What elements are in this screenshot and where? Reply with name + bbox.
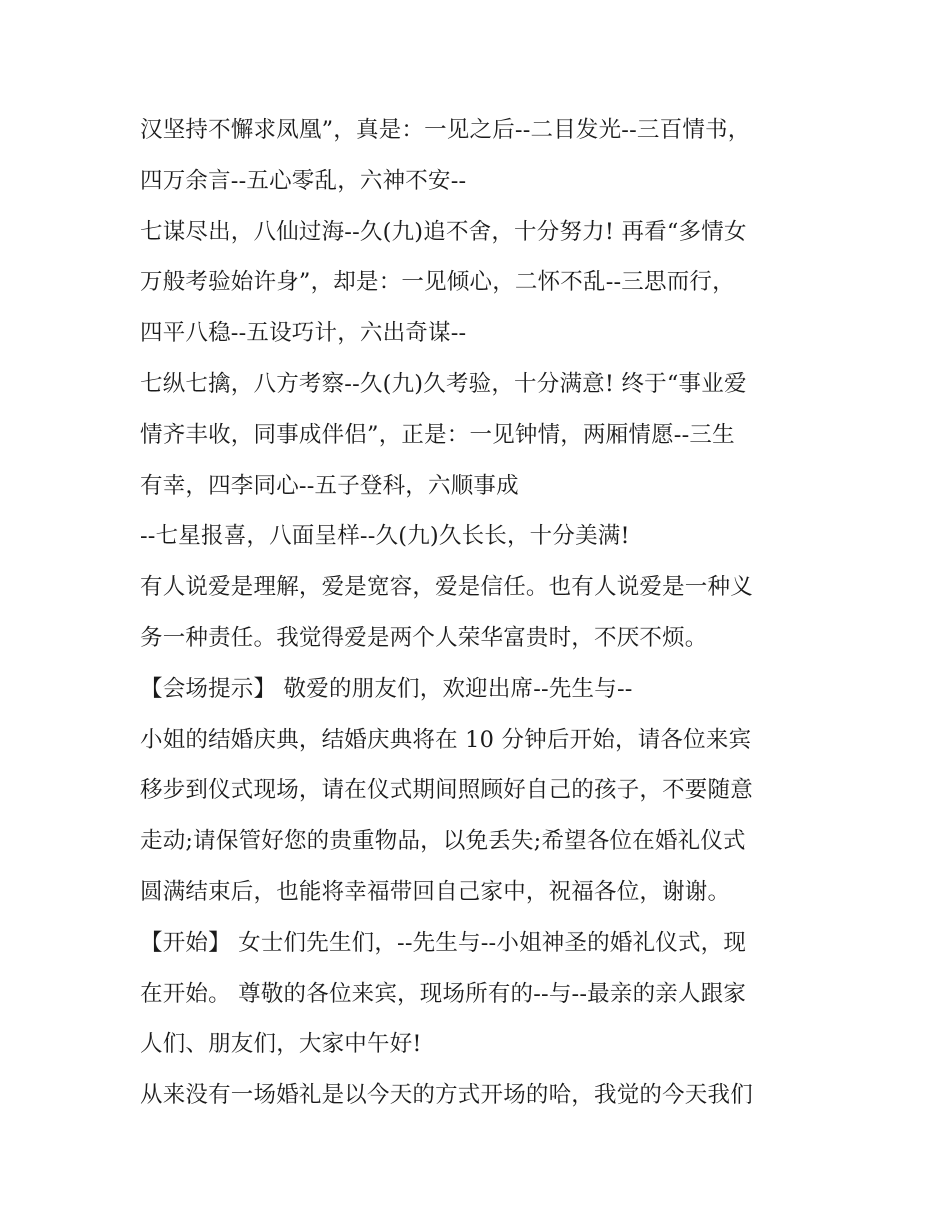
text-line: 四万余言--五心零乱，六神不安-- <box>140 167 467 194</box>
text-line: 七谋尽出，八仙过海--久(九)追不舍，十分努力! 再看“多情女 <box>140 218 747 245</box>
text-line: 七纵七擒，八方考察--久(九)久考验，十分满意! 终于“事业爱 <box>140 370 747 397</box>
text-line: 人们、朋友们，大家中午好! <box>140 1031 422 1058</box>
section-opening: 【开始】 女士们先生们，--先生与--小姐神圣的婚礼仪式，现 <box>140 929 747 956</box>
text-line: 万般考验始许身”，却是：一见倾心，二怀不乱--三思而行， <box>140 269 735 296</box>
text-line: 四平八稳--五设巧计，六出奇谋-- <box>140 320 467 347</box>
body-text <box>140 105 830 1121</box>
text-line: 有人说爱是理解，爱是宽容，爱是信任。也有人说爱是一种义 <box>140 574 753 601</box>
text-line: 移步到仪式现场，请在仪式期间照顾好自己的孩子，不要随意 <box>140 777 753 804</box>
text-line: 圆满结束后，也能将幸福带回自己家中，祝福各位，谢谢。 <box>140 878 731 905</box>
text-line: --七星报喜，八面呈样--久(九)久长长，十分美满! <box>140 523 630 550</box>
text-line: 小姐的结婚庆典，结婚庆典将在 10 分钟后开始，请各位来宾 <box>140 726 752 753</box>
text-line: 务一种责任。我觉得爱是两个人荣华富贵时，不厌不烦。 <box>140 624 708 651</box>
text-line: 在开始。 尊敬的各位来宾，现场所有的--与--最亲的亲人跟家 <box>140 980 747 1007</box>
section-venue-notice: 【会场提示】 敬爱的朋友们，欢迎出席--先生与-- <box>140 675 633 702</box>
text-line: 汉坚持不懈求凤凰”，真是：一见之后--二目发光--三百情书， <box>140 117 751 143</box>
text-line: 从来没有一场婚礼是以今天的方式开场的哈，我觉的今天我们 <box>140 1082 753 1109</box>
text-line: 走动;请保管好您的贵重物品，以免丢失;希望各位在婚礼仪式 <box>140 828 746 855</box>
text-line: 有幸，四李同心--五子登科，六顺事成 <box>140 472 519 499</box>
text-line: 情齐丰收，同事成伴侣”，正是：一见钟情，两厢情愿--三生 <box>140 421 735 448</box>
